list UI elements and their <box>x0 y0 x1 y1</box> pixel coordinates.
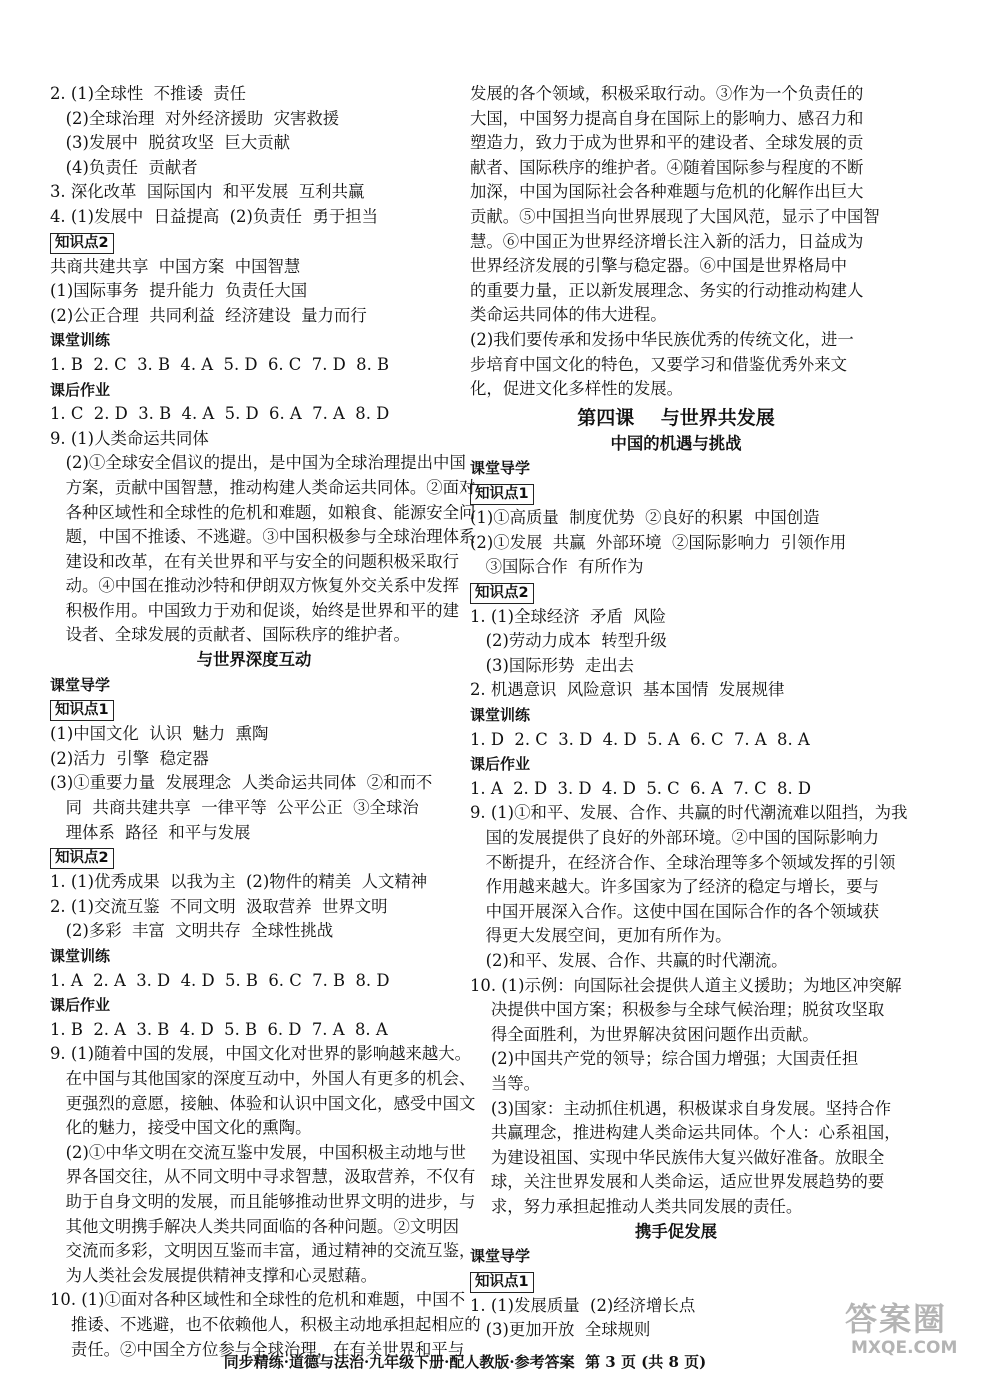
answer-line: (2)①中华文明在交流互鉴中发展，中国积极主动地与世 <box>50 1142 466 1162</box>
answer-line: 助于自身文明的发展，而且能够推动世界文明的进步，与 <box>50 1191 476 1211</box>
answer-line: 得全面胜利，为世界解决贫困问题作出贡献。 <box>470 1024 819 1044</box>
answer-line: (3)国际形势 走出去 <box>470 655 635 675</box>
answer-line: (3)更加开放 全球规则 <box>470 1320 651 1340</box>
answer-line: 其他文明携手解决人类共同面临的各种问题。②文明因 <box>50 1216 460 1236</box>
answer-line: (3)发展中 脱贫攻坚 巨大贡献 <box>50 133 290 153</box>
answer-line: 动。④中国在推动沙特和伊朗双方恢复外交关系中发挥 <box>50 576 460 596</box>
lesson-title: 第四课 与世界共发展 <box>577 406 775 429</box>
answer-line: 建设和改革，在有关世界和平与安全的问题积极采取行 <box>50 551 460 571</box>
answer-line: 2. (1)全球性 不推诿 责任 <box>50 84 247 103</box>
knowledge-point-label <box>50 230 458 255</box>
page-footer: 同步精练·道德与法治·九年级下册·配人教版·参考答案 第 3 页 (共 8 页) <box>223 1353 707 1371</box>
answer-line: 球，关注世界发展和人类命运，适应世界发展趋势的要 <box>470 1172 885 1192</box>
section-heading: 课堂导学 <box>470 459 531 478</box>
answer-line: (3)国家：主动抓住机遇，积极谋求自身发展。坚持合作 <box>470 1098 892 1118</box>
answer-line: 交流而多彩，文明因互鉴而丰富，通过精神的交流互鉴， <box>50 1241 476 1261</box>
answer-line: 方案，贡献中国智慧，推动构建人类命运共同体。②面对 <box>50 477 476 497</box>
section-heading: 课后作业 <box>470 755 531 774</box>
answer-line: 更强烈的意愿，接触、体验和认识中国文化，感受中国文 <box>50 1093 476 1113</box>
left-column <box>50 82 481 1362</box>
topic-title: 与世界深度互动 <box>196 650 312 670</box>
knowledge-point-label <box>50 845 458 870</box>
section-heading: 课堂训练 <box>50 331 111 350</box>
answer-line: 4. (1)发展中 日益提高 (2)负责任 勇于担当 <box>50 206 379 226</box>
answer-line: (2)全球治理 对外经济援助 灾害救援 <box>50 108 340 128</box>
answer-line: ③国际合作 有所作为 <box>470 557 644 577</box>
answer-line: (3)①重要力量 发展理念 人类命运共同体 ②和而不 <box>50 773 433 793</box>
answer-line: 1. D 2. C 3. D 4. D 5. A 6. C 7. A 8. A <box>470 729 810 749</box>
answer-line: (2)劳动力成本 转型升级 <box>470 631 667 651</box>
answer-line: 步培育中国文化的特色，又要学习和借鉴优秀外来文 <box>470 354 847 374</box>
knowledge-point-box: 知识点1 <box>470 484 534 505</box>
answer-line: 贡献。⑤中国担当向世界展现了大国风范，显示了中国智 <box>470 206 880 226</box>
answer-line: 1. A 2. A 3. D 4. D 5. B 6. C 7. B 8. D <box>50 970 390 990</box>
answer-line: 作用越来越大。许多国家为了经济的稳定与增长，要与 <box>470 877 880 897</box>
answer-line: 责任。②中国全方位参与全球治理，在有关世界和平与 <box>50 1339 465 1359</box>
answer-line: 为建设祖国、实现中华民族伟大复兴做好准备。放眼全 <box>470 1147 885 1167</box>
answer-line: (2)中国共产党的领导；综合国力增强；大国责任担 <box>470 1049 859 1069</box>
answer-line: 加深，中国为国际社会各种难题与危机的化解作出巨大 <box>470 182 864 202</box>
watermark-url: MXQE.COM <box>851 1338 958 1358</box>
answer-line: 2. 机遇意识 风险意识 基本国情 发展规律 <box>470 680 785 700</box>
answer-line: 决提供中国方案；积极参与全球气候治理；脱贫攻坚取 <box>470 1000 885 1020</box>
answer-line: (2)多彩 丰富 文明共存 全球性挑战 <box>50 921 334 941</box>
answer-line: 1. (1)全球经济 矛盾 风险 <box>470 606 667 626</box>
answer-line: 求，努力承担起推动人类共同发展的责任。 <box>470 1196 803 1216</box>
answer-line: 9. (1)人类命运共同体 <box>50 428 209 448</box>
answer-line: 理体系 路径 和平与发展 <box>50 822 251 842</box>
answer-line: 题，中国不推诿、不逃避。③中国积极参与全球治理体系 <box>50 527 476 547</box>
answer-line: 积极作用。中国致力于劝和促谈，始终是世界和平的建 <box>50 600 460 620</box>
answer-line: 1. C 2. D 3. B 4. A 5. D 6. A 7. A 8. D <box>50 404 390 424</box>
section-heading: 课后作业 <box>50 996 111 1015</box>
answer-line: 设者、全球发展的贡献者、国际秩序的维护者。 <box>50 625 410 645</box>
answer-line: 共商共建共享 中国方案 中国智慧 <box>50 256 301 276</box>
answer-line: 在中国与其他国家的深度互动中，外国人有更多的机会、 <box>50 1068 476 1088</box>
watermark-logo-text: 答案圈 <box>845 1300 948 1338</box>
answer-line: 界各国交往，从不同文明中寻求智慧，汲取营养，不仅有 <box>50 1167 476 1187</box>
answer-line: 的重要力量，正以新发展理念、务实的行动推动构建人 <box>470 280 864 300</box>
knowledge-point-box: 知识点2 <box>470 583 534 604</box>
knowledge-point-box: 知识点1 <box>470 1272 534 1293</box>
answer-line: (1)①高质量 制度优势 ②良好的积累 中国创造 <box>470 507 820 527</box>
answer-line: 大国，中国努力提高自身在国际上的影响力、感召力和 <box>470 108 864 128</box>
answer-line: (2)①全球安全倡议的提出，是中国为全球治理提出中国 <box>50 453 466 473</box>
answer-line: 献者、国际秩序的维护者。④随着国际参与程度的不断 <box>470 157 864 177</box>
answer-line: 国的发展提供了良好的外部环境。②中国的国际影响力 <box>470 828 880 848</box>
answer-line: 发展的各个领域，积极采取行动。③作为一个负责任的 <box>470 84 864 103</box>
knowledge-point-box: 知识点1 <box>50 700 114 721</box>
answer-line: 同 共商共建共享 一律平等 公平公正 ③全球治 <box>50 798 419 818</box>
knowledge-point-box: 知识点2 <box>50 848 114 869</box>
answer-line: 3. 深化改革 国际国内 和平发展 互利共赢 <box>50 182 365 202</box>
knowledge-point-label <box>470 1269 882 1294</box>
answer-line: 1. B 2. A 3. B 4. D 5. B 6. D 7. A 8. A <box>50 1019 388 1039</box>
section-heading: 课堂导学 <box>50 675 111 694</box>
section-heading: 课堂训练 <box>470 706 531 725</box>
answer-line: 类命运共同体的伟大进程。 <box>470 305 667 325</box>
answer-line: 慧。⑥中国正为世界经济增长注入新的活力，日益成为 <box>470 231 864 251</box>
section-heading: 课堂训练 <box>50 947 111 965</box>
answer-line: 不断提升，在经济合作、全球治理等多个领域发挥的引领 <box>470 852 896 872</box>
answer-line: 10. (1)示例：向国际社会提供人道主义援助；为地区冲突解 <box>470 975 902 995</box>
answer-line: 各种区域性和全球性的危机和难题，如粮食、能源安全问 <box>50 502 476 522</box>
answer-line: 9. (1)随着中国的发展，中国文化对世界的影响越来越大。 <box>50 1044 472 1064</box>
answer-line: 1. A 2. D 3. D 4. D 5. C 6. A 7. C 8. D <box>470 778 812 798</box>
answer-line: (4)负责任 贡献者 <box>50 157 198 177</box>
answer-line: 塑造力，致力于成为世界和平的建设者、全球发展的贡 <box>470 133 864 153</box>
answer-line: (2)和平、发展、合作、共赢的时代潮流。 <box>470 951 788 970</box>
answer-line: 得更大发展空间，更加有所作为。 <box>470 926 732 946</box>
topic-title: 中国的机遇与挑战 <box>610 433 742 453</box>
answer-line: (2)我们要传承和发扬中华民族优秀的传统文化，进一 <box>470 329 854 349</box>
knowledge-point-label <box>50 697 458 722</box>
answer-line: 2. (1)交流互鉴 不同文明 汲取营养 世界文明 <box>50 896 388 916</box>
answer-line: 中国开展深入合作。这使中国在国际合作的各个领域获 <box>470 901 880 921</box>
knowledge-point-label <box>470 481 882 506</box>
answer-line: 1. (1)发展质量 (2)经济增长点 <box>470 1295 696 1315</box>
knowledge-point-box: 知识点2 <box>50 233 114 254</box>
site-watermark <box>845 1300 993 1370</box>
answer-line: 推诿、不逃避，也不依赖他人，积极主动地承担起相应的 <box>50 1314 481 1334</box>
answer-line: (1)国际事务 提升能力 负责任大国 <box>50 281 308 301</box>
answer-line: 9. (1)①和平、发展、合作、共赢的时代潮流难以阻挡，为我 <box>470 803 908 823</box>
answer-line: (1)中国文化 认识 魅力 熏陶 <box>50 724 269 744</box>
section-heading: 课堂导学 <box>470 1247 531 1266</box>
answer-line: (2)公正合理 共同利益 经济建设 量力而行 <box>50 305 367 325</box>
section-heading: 课后作业 <box>50 380 111 399</box>
answer-line: 共赢理念，推进构建人类命运共同体。个人：心系祖国， <box>470 1123 901 1143</box>
answer-line: 10. (1)①面对各种区域性和全球性的危机和难题，中国不 <box>50 1290 466 1310</box>
answer-line: 当等。 <box>470 1073 541 1093</box>
answer-line: 1. (1)优秀成果 以我为主 (2)物件的精美 人文精神 <box>50 872 428 892</box>
answer-line: 化，促进文化多样性的发展。 <box>470 379 684 399</box>
answer-line: 为人类社会发展提供精神支撑和心灵慰藉。 <box>50 1265 378 1285</box>
answer-line: 化的魅力，接受中国文化的熏陶。 <box>50 1118 312 1138</box>
answer-line: 1. B 2. C 3. B 4. A 5. D 6. C 7. D 8. B <box>50 354 390 374</box>
answer-line: 世界经济发展的引擎与稳定器。⑥中国是世界格局中 <box>470 256 847 276</box>
answer-line: (2)①发展 共赢 外部环境 ②国际影响力 引领作用 <box>470 532 847 552</box>
topic-title: 携手促发展 <box>635 1221 717 1241</box>
knowledge-point-label <box>470 580 882 605</box>
answer-line: (2)活力 引擎 稳定器 <box>50 748 209 768</box>
